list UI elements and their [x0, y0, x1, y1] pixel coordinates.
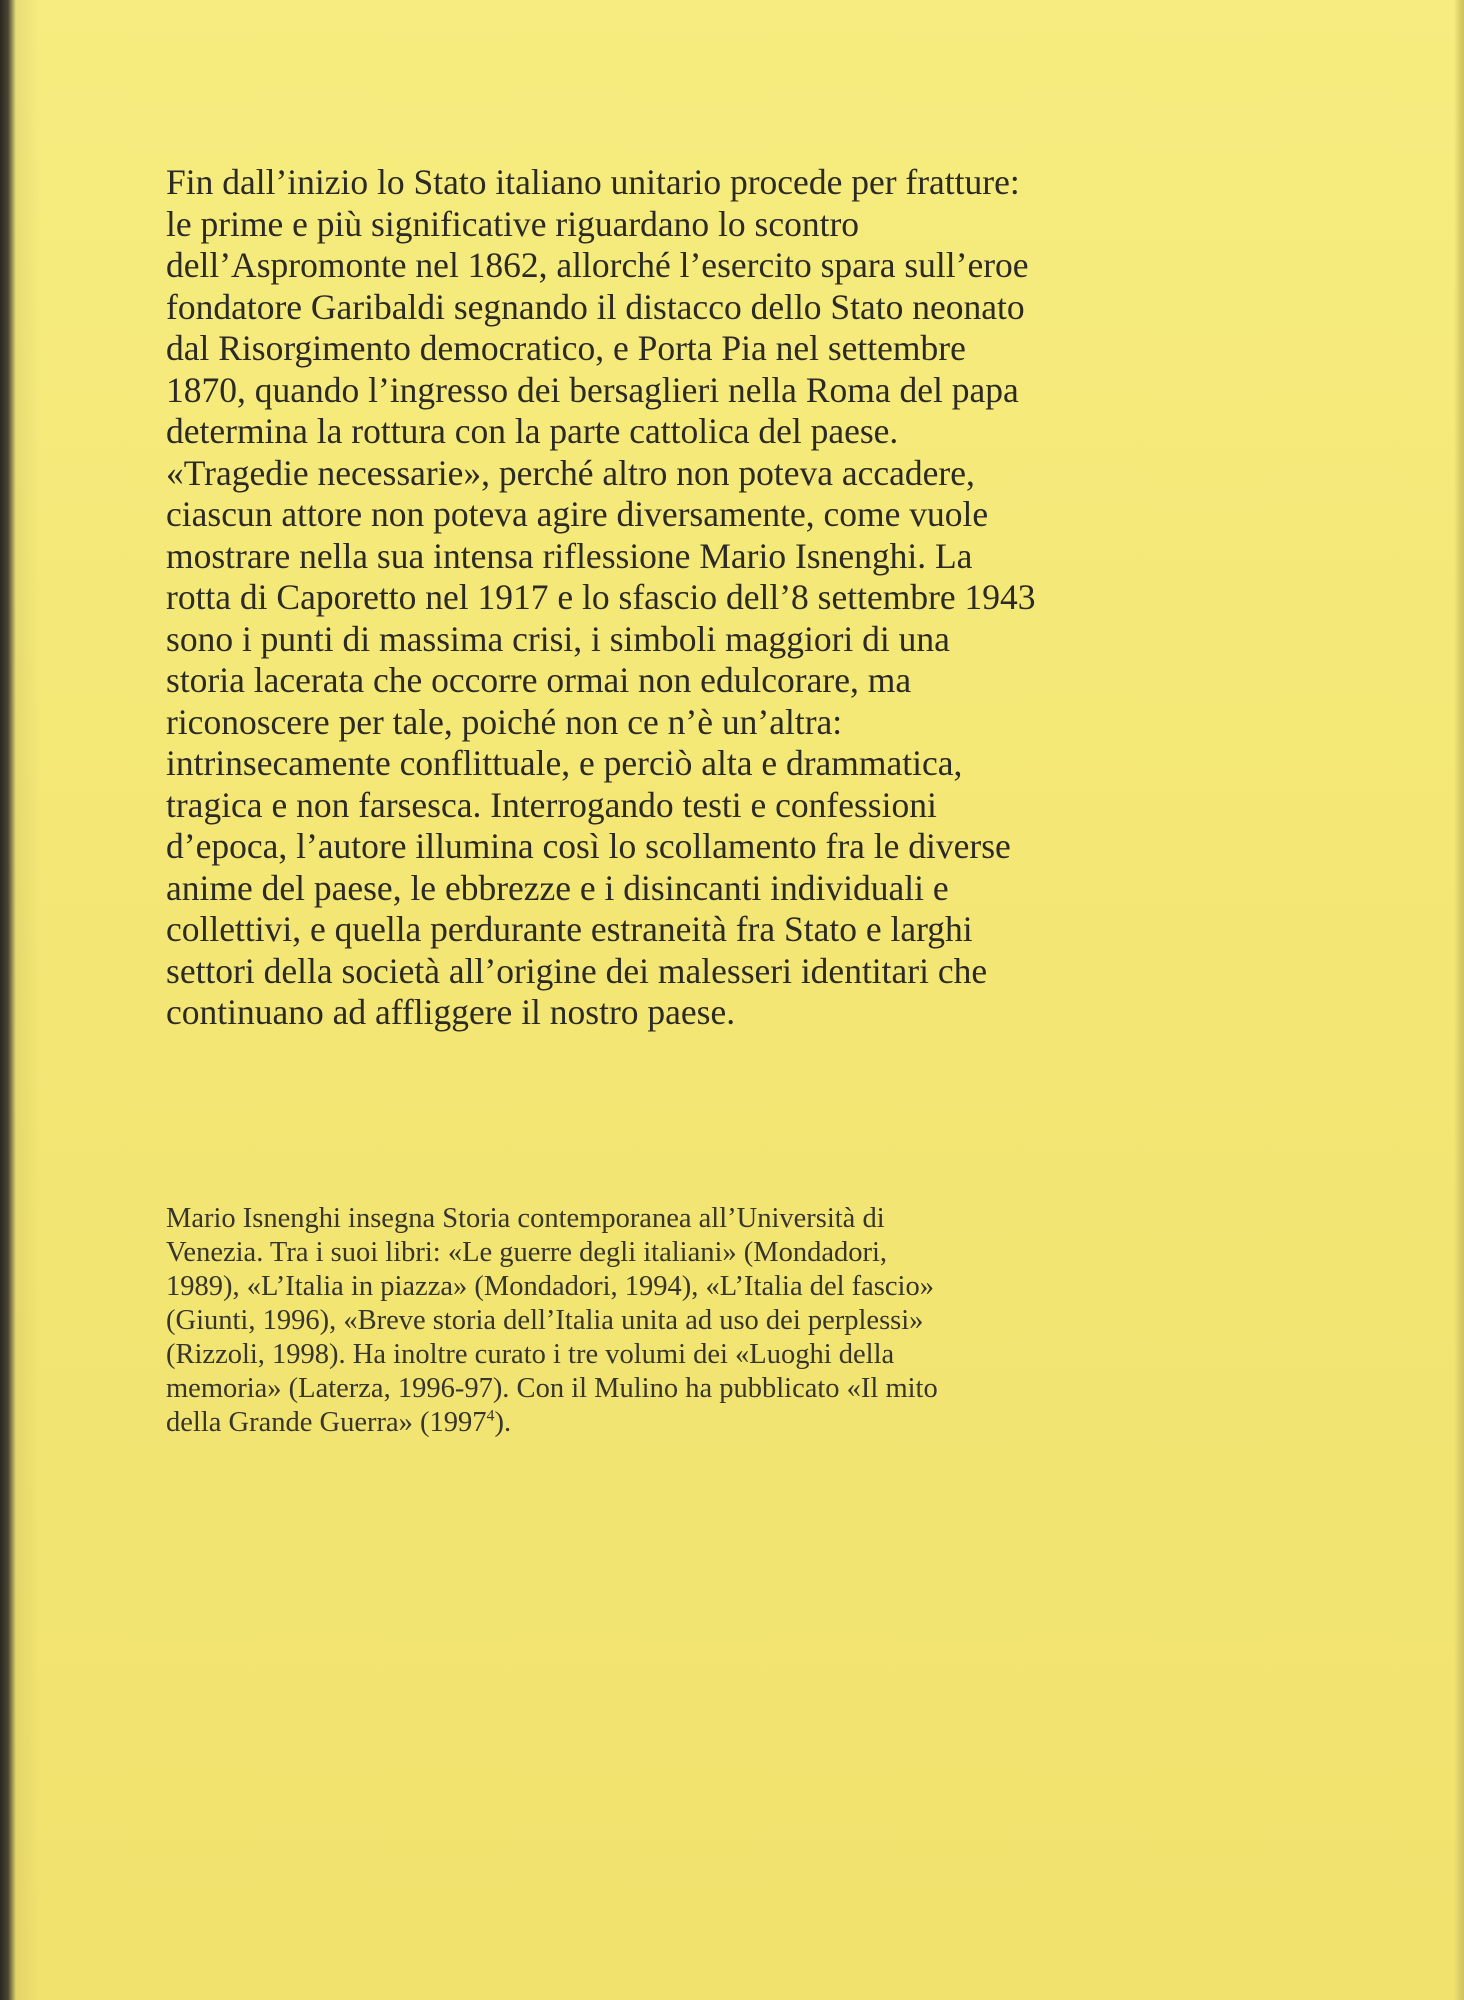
bio-line: (Giunti, 1996), «Breve storia dell’Italia unita ad uso dei perplessi»: [166, 1305, 924, 1336]
blurb-line: storia lacerata che occorre ormai non edulcorare, ma: [166, 660, 912, 700]
blurb-line: collettivi, e quella perdurante estraneità fra Stato e larghi: [166, 909, 973, 949]
bio-line: memoria» (Laterza, 1996-97). Con il Mulino ha pubblicato «Il mito: [166, 1373, 938, 1404]
binding-shadow: [0, 0, 16, 2000]
blurb-line: intrinsecamente conflittuale, e perciò alta e drammatica,: [166, 743, 963, 783]
blurb-line: le prime e più significative riguardano lo scontro: [166, 203, 860, 244]
bio-line: Venezia. Tra i suoi libri: «Le guerre degli italiani» (Mondadori,: [166, 1237, 888, 1268]
page-edge: [1454, 0, 1464, 2000]
blurb-line: settori della società all’origine dei malesseri identitari che: [166, 950, 988, 991]
bio-line: (Rizzoli, 1998). Ha inoltre curato i tre volumi dei «Luoghi della: [166, 1339, 895, 1370]
blurb-line: continuano ad affliggere il nostro paese.: [166, 992, 736, 1032]
blurb-line: anime del paese, le ebbrezze e i disincanti individuali e: [166, 867, 949, 908]
bio-last-closing: ).: [494, 1407, 512, 1438]
blurb-line: sono i punti di massima crisi, i simboli maggiori di una: [166, 618, 950, 659]
blurb-line: rotta di Caporetto nel 1917 e lo sfascio dell’8 settembre 1943: [166, 577, 1036, 617]
blurb-line: d’epoca, l’autore illumina così lo scollamento fra le diverse: [166, 826, 1011, 866]
blurb-line: riconoscere per tale, poiché non ce n’è un’altra:: [166, 701, 843, 742]
blurb-line: dell’Aspromonte nel 1862, allorché l’esercito spara sull’eroe: [166, 245, 1029, 285]
blurb-line: ciascun attore non poteva agire diversamente, come vuole: [166, 494, 989, 534]
blurb-line: mostrare nella sua intensa riflessione Mario Isnenghi. La: [166, 535, 973, 576]
blurb-line: dal Risorgimento democratico, e Porta Pia nel settembre: [166, 328, 966, 368]
bio-last-text: della Grande Guerra» (1997: [166, 1407, 487, 1438]
blurb-line: «Tragedie necessarie», perché altro non poteva accadere,: [166, 452, 975, 493]
edition-superscript: 4: [486, 1407, 495, 1425]
bio-line: 1989), «L’Italia in piazza» (Mondadori, 1994), «L’Italia del fascio»: [166, 1271, 934, 1302]
blurb-paragraph: [166, 162, 1266, 1034]
blurb-line: determina la rottura con la parte cattolica del paese.: [166, 411, 899, 451]
blurb-line: fondatore Garibaldi segnando il distacco dello Stato neonato: [166, 286, 1025, 327]
blurb-line: Fin dall’inizio lo Stato italiano unitario procede per fratture:: [166, 162, 1020, 202]
author-bio: [166, 1202, 1266, 1440]
bio-line-last: [166, 1406, 1266, 1440]
blurb-line: 1870, quando l’ingresso dei bersaglieri nella Roma del papa: [166, 369, 1019, 410]
blurb-line: tragica e non farsesca. Interrogando testi e confessioni: [166, 784, 937, 825]
bio-line: Mario Isnenghi insegna Storia contemporanea all’Università di: [166, 1203, 885, 1234]
